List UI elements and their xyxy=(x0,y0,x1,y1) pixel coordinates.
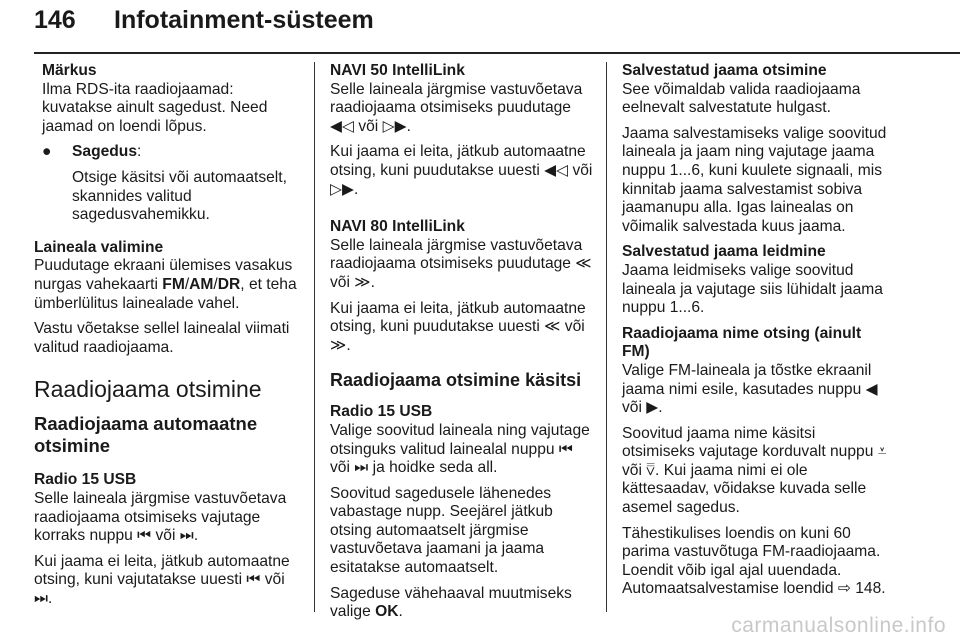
dr-tab: DR xyxy=(217,275,241,293)
radio15-text-3: Sageduse vähehaaval muutmiseks valige OK. xyxy=(330,584,572,621)
radio15-text: Valige soovitud laineala ning vajutage otsinguks valitud lainealal nuppu ⏮ või ⏭ ja hoidke seda all. xyxy=(330,421,590,477)
bullet-icon: ● xyxy=(42,143,52,161)
page-number: 146 xyxy=(34,6,76,34)
page-header xyxy=(34,4,960,44)
column-divider xyxy=(314,62,315,612)
radio15-text-2: Kui jaama ei leita, jätkub automaatne otsing, kuni vajutatakse uuesti ⏮ või ⏭. xyxy=(34,552,290,607)
radio15-title: Radio 15 USB xyxy=(330,403,433,421)
bullet-label: Sagedus xyxy=(72,143,137,161)
radio15-text-2: Soovitud sagedusele lähenedes vabastage nupp. Seejärel jätkub otsing automaatselt järgmise vastuvõetava jaamani ja jaama esitatakse automaatselt. xyxy=(330,484,553,577)
bullet-text: Otsige käsitsi või automaatselt, skannides valitud sagedusvahemikku. xyxy=(72,168,287,224)
find-title: Salvestatud jaama leidmine xyxy=(622,243,826,261)
band-title: Laineala valimine xyxy=(34,238,164,256)
section-heading: Raadiojaama otsimine xyxy=(34,376,262,403)
fm-tab: FM xyxy=(162,275,185,293)
column-middle xyxy=(330,62,596,629)
save-title: Salvestatud jaama otsimine xyxy=(622,62,827,79)
band-text-2: Vastu võetakse sellel lainealal viimati valitud raadiojaama. xyxy=(34,320,290,356)
radio15-text: Selle laineala järgmise vastuvõetava raadiojaama otsimiseks vajutage korraks nuppu ⏮ või ⏭. xyxy=(34,489,287,545)
name-search-text: Valige FM-laineala ja tõstke ekraanil jaama nimi esile, kasutades nuppu ◀ või ▶. xyxy=(622,361,878,417)
subsection-heading: Raadiojaama automaatne otsimine xyxy=(34,413,258,457)
note-title: Märkus xyxy=(42,62,97,79)
column-left xyxy=(34,62,300,615)
navi50-text-2: Kui jaama ei leita, jätkub automaatne otsing, kuni puudutakse uuesti ◀◁ või ▷▶. xyxy=(330,143,593,198)
bullet-item xyxy=(42,143,300,162)
navi80-text: Selle laineala järgmise vastuvõetava raadiojaama otsimiseks puudutage ≪ või ≫. xyxy=(330,236,592,291)
band-text: Puudutage ekraani ülemises vasakus nurgas vahekaarti FM/AM/DR, et teha ümberlülitus lainealade vahel. xyxy=(34,257,297,312)
navi50-text: Selle laineala järgmise vastuvõetava raadiojaama otsimiseks puudutage ◀◁ või ▷▶. xyxy=(330,80,583,135)
save-text-2: Jaama salvestamiseks valige soovitud laineala ja jaam ning vajutage jaama nuppu 1...6, kuni kuulete signaali, mis kinnitab jaama salvestamist sobiva jaamanupu alla. Igas lainealas on võimalik salvestada kuus jaama. xyxy=(622,124,887,235)
navi50-title: NAVI 50 IntelliLink xyxy=(330,62,465,79)
ok-label: OK xyxy=(375,603,399,621)
name-search-title: Raadiojaama nime otsing (ainult FM) xyxy=(622,324,862,361)
subsection-heading: Raadiojaama otsimine käsitsi xyxy=(330,370,582,391)
note-text: Ilma RDS-ita raadiojaamad: kuvatakse ainult sagedust. Need jaamad on loendi lõpus. xyxy=(42,80,268,135)
column-right xyxy=(622,62,888,606)
navi80-text-2: Kui jaama ei leita, jätkub automaatne otsing, kuni puudutakse uuesti ≪ või ≫. xyxy=(330,299,586,354)
bullet-colon: : xyxy=(137,143,142,161)
name-search-text-3: Tähestikulises loendis on kuni 60 parima vastuvõtuga FM-raadiojaama. Loendit võib igal ajal uuendada. Automaatsalvestamise loendid ⇨ 148. xyxy=(622,524,886,598)
column-divider xyxy=(606,62,607,612)
chapter-title: Infotainment-süsteem xyxy=(114,6,374,34)
am-tab: AM xyxy=(189,275,214,293)
save-text: See võimaldab valida raadiojaama eelnevalt salvestatute hulgast. xyxy=(622,80,861,117)
watermark: carmanualsonline.info xyxy=(731,614,946,637)
navi80-title: NAVI 80 IntelliLink xyxy=(330,218,465,236)
find-text: Jaama leidmiseks valige soovitud laineala ja vajutage siis lühidalt jaama nuppu 1...6. xyxy=(622,261,883,317)
radio15-title: Radio 15 USB xyxy=(34,471,137,489)
header-rule xyxy=(34,52,960,54)
name-search-text-2: Soovitud jaama nime käsitsi otsimiseks vajutage korduvalt nuppu ⩡ või ⩢. Kui jaama nimi ei ole kättesaadav, võidakse kuvada selle asemel sagedus. xyxy=(622,424,887,517)
